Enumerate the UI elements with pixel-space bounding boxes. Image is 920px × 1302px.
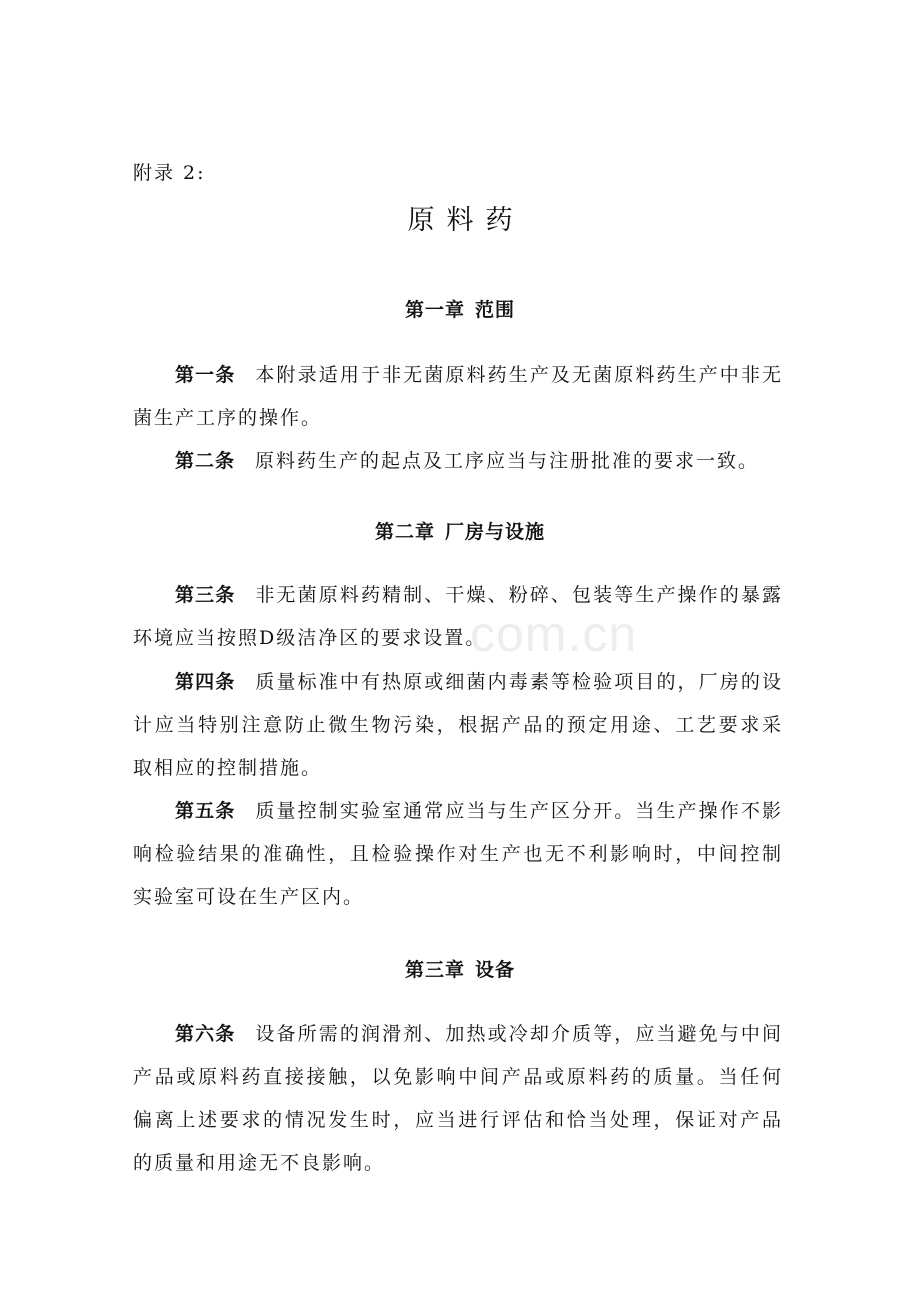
article-6 xyxy=(133,1013,783,1185)
article-text: 质量控制实验室通常应当与生产区分开。当生产操作不影响检验结果的准确性，且检验操作对生产也无不利影响时，中间控制实验室可设在生产区内。 xyxy=(133,800,783,908)
annex-label: 附录 2: xyxy=(133,162,206,184)
article-text: 质量标准中有热原或细菌内毒素等检验项目的，厂房的设计应当特别注意防止微生物污染，根据产品的预定用途、工艺要求采取相应的控制措施。 xyxy=(133,671,783,779)
article-2 xyxy=(133,440,783,483)
article-text: 原料药生产的起点及工序应当与注册批准的要求一致。 xyxy=(255,450,760,472)
article-number: 第五条 xyxy=(175,800,236,822)
chapter-heading-2 xyxy=(0,517,920,544)
article-4 xyxy=(133,661,783,790)
chapter-number: 第二章 xyxy=(374,521,435,543)
chapter-heading-3 xyxy=(0,955,920,982)
article-number: 第三条 xyxy=(175,584,236,606)
chapter-name: 设备 xyxy=(475,959,516,981)
document-title: 原料药 xyxy=(407,205,525,236)
article-number: 第六条 xyxy=(175,1023,236,1045)
article-number: 第二条 xyxy=(175,450,236,472)
article-text: 本附录适用于非无菌原料药生产及无菌原料药生产中非无菌生产工序的操作。 xyxy=(133,364,783,429)
chapter-name: 范围 xyxy=(475,299,516,321)
watermark: com.cn xyxy=(470,606,638,662)
chapter-number: 第三章 xyxy=(404,959,465,981)
chapter-name: 厂房与设施 xyxy=(445,521,546,543)
article-number: 第一条 xyxy=(175,364,236,386)
article-3 xyxy=(133,574,783,660)
article-1 xyxy=(133,354,783,440)
chapter-heading-1 xyxy=(0,295,920,322)
article-5 xyxy=(133,790,783,919)
article-number: 第四条 xyxy=(175,671,236,693)
article-text: 设备所需的润滑剂、加热或冷却介质等，应当避免与中间产品或原料药直接接触，以免影响中间产品或原料药的质量。当任何偏离上述要求的情况发生时，应当进行评估和恰当处理，保证对产品的质量和用途无不良影响。 xyxy=(133,1023,783,1174)
article-text: 非无菌原料药精制、干燥、粉碎、包装等生产操作的暴露环境应当按照D级洁净区的要求设置。 xyxy=(133,584,783,649)
chapter-number: 第一章 xyxy=(404,299,465,321)
